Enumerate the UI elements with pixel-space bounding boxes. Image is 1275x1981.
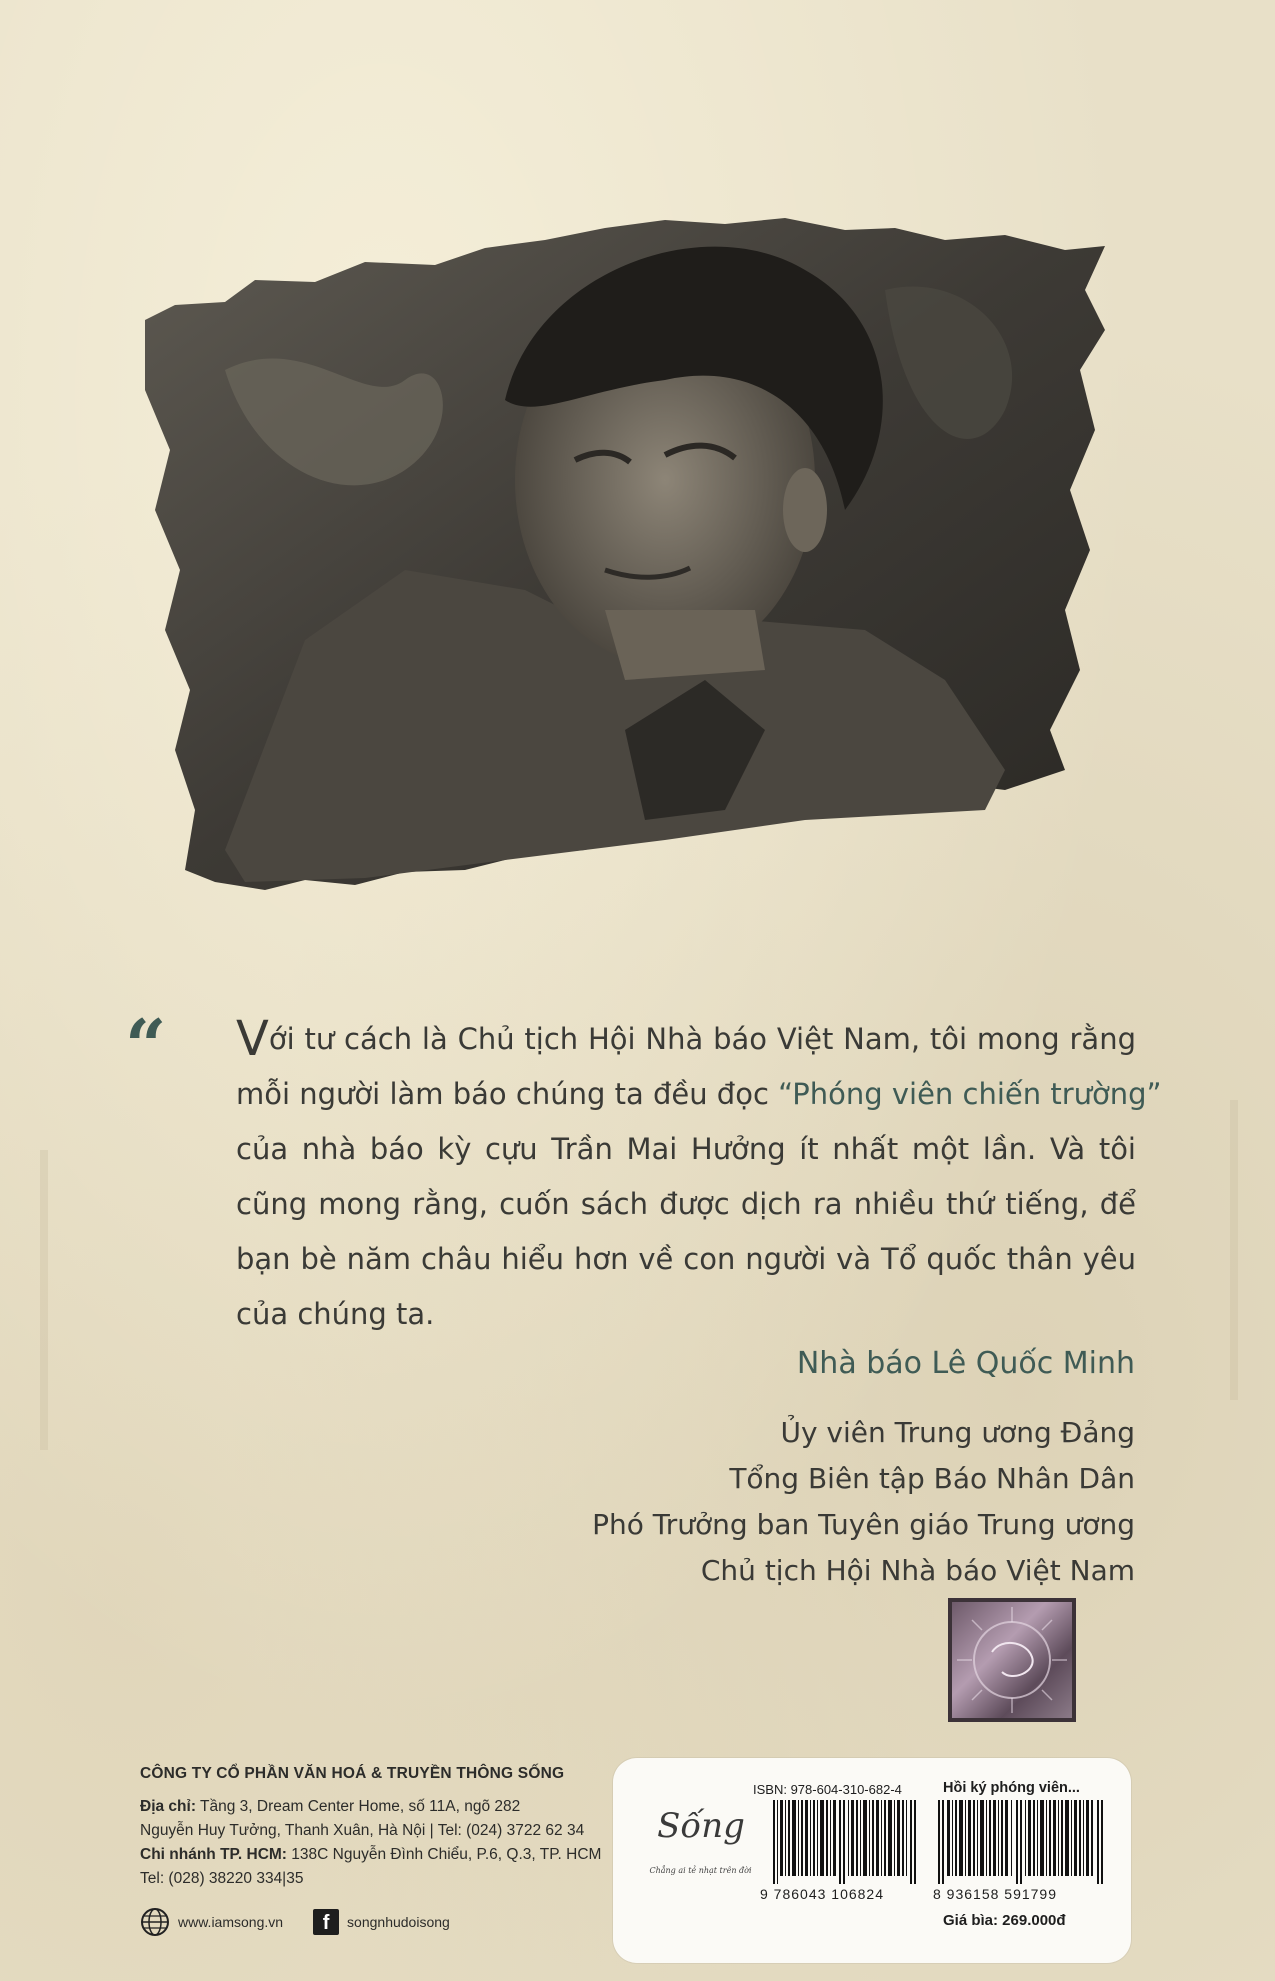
author-roles	[592, 1410, 1135, 1594]
isbn-barcode	[773, 1800, 918, 1884]
product-barcode	[938, 1800, 1108, 1884]
publisher-address	[140, 1795, 600, 1891]
branch-line: 138C Nguyễn Đình Chiểu, P.6, Q.3, TP. HCM	[286, 1846, 602, 1863]
sticker-book-title: Hồi ký phóng viên...	[943, 1780, 1080, 1796]
quote-line-text: mỗi người làm báo chúng ta đều đọc	[236, 1077, 779, 1111]
portrait-photo	[105, 210, 1145, 900]
author-role: Chủ tịch Hội Nhà báo Việt Nam	[700, 1554, 1135, 1587]
publisher-info	[140, 1765, 600, 1937]
publisher-logo: Sống	[657, 1806, 745, 1846]
author-role: Tổng Biên tập Báo Nhân Dân	[729, 1462, 1135, 1495]
publisher-name: CÔNG TY CỔ PHẦN VĂN HOÁ & TRUYỀN THÔNG SỐNG	[140, 1765, 565, 1782]
barcode-sticker	[613, 1758, 1131, 1963]
quote-dropcap: V	[236, 1011, 269, 1067]
cover-price: Giá bìa: 269.000đ	[943, 1912, 1066, 1929]
quote-mark-icon: “	[125, 1003, 167, 1088]
quote-line: của chúng ta.	[236, 1297, 435, 1331]
quote-line-text: ới tư cách là Chủ tịch Hội Nhà báo Việt Nam, tôi mong rằng	[268, 1022, 1136, 1056]
address-line: Nguyễn Huy Tưởng, Thanh Xuân, Hà Nội | Tel: (024) 3722 62 34	[140, 1822, 585, 1839]
quote-author: Nhà báo Lê Quốc Minh	[796, 1346, 1135, 1381]
product-barcode-digits: 8 936158 591799	[933, 1886, 1057, 1902]
facebook-handle: songnhudoisong	[347, 1914, 450, 1930]
quote-text	[236, 1011, 1162, 1342]
cover-texture-line	[40, 1150, 48, 1450]
author-role: Phó Trưởng ban Tuyên giáo Trung ương	[592, 1508, 1135, 1541]
quote-line: của nhà báo kỳ cựu Trần Mai Hưởng ít nhất một lần. Và tôi	[236, 1132, 1136, 1166]
author-role: Ủy viên Trung ương Đảng	[780, 1416, 1135, 1449]
book-title-emphasis: “Phóng viên chiến trường”	[778, 1077, 1162, 1111]
isbn-barcode-digits: 9 786043 106824	[760, 1886, 884, 1902]
quote-line	[236, 1067, 1162, 1122]
branch-label: Chi nhánh TP. HCM:	[140, 1846, 287, 1863]
hologram-seal-icon	[948, 1598, 1076, 1722]
quote-line: bạn bè năm châu hiểu hơn về con người và Tổ quốc thân yêu	[236, 1242, 1136, 1276]
publisher-links	[140, 1907, 600, 1937]
cover-texture-line	[1230, 1100, 1238, 1400]
website-link: www.iamsong.vn	[178, 1914, 284, 1930]
quote-line	[236, 1012, 1136, 1067]
branch-line: Tel: (028) 38220 334|35	[140, 1870, 304, 1887]
address-line: Tầng 3, Dream Center Home, số 11A, ngõ 282	[195, 1798, 521, 1815]
publisher-tagline: Chẳng ai tẻ nhạt trên đời	[649, 1866, 752, 1875]
quote-line: cũng mong rằng, cuốn sách được dịch ra nhiều thứ tiếng, để	[236, 1187, 1136, 1221]
isbn-label: ISBN: 978-604-310-682-4	[753, 1782, 902, 1797]
address-label: Địa chỉ:	[140, 1798, 196, 1815]
facebook-icon: f	[313, 1909, 339, 1935]
globe-icon	[140, 1907, 170, 1937]
